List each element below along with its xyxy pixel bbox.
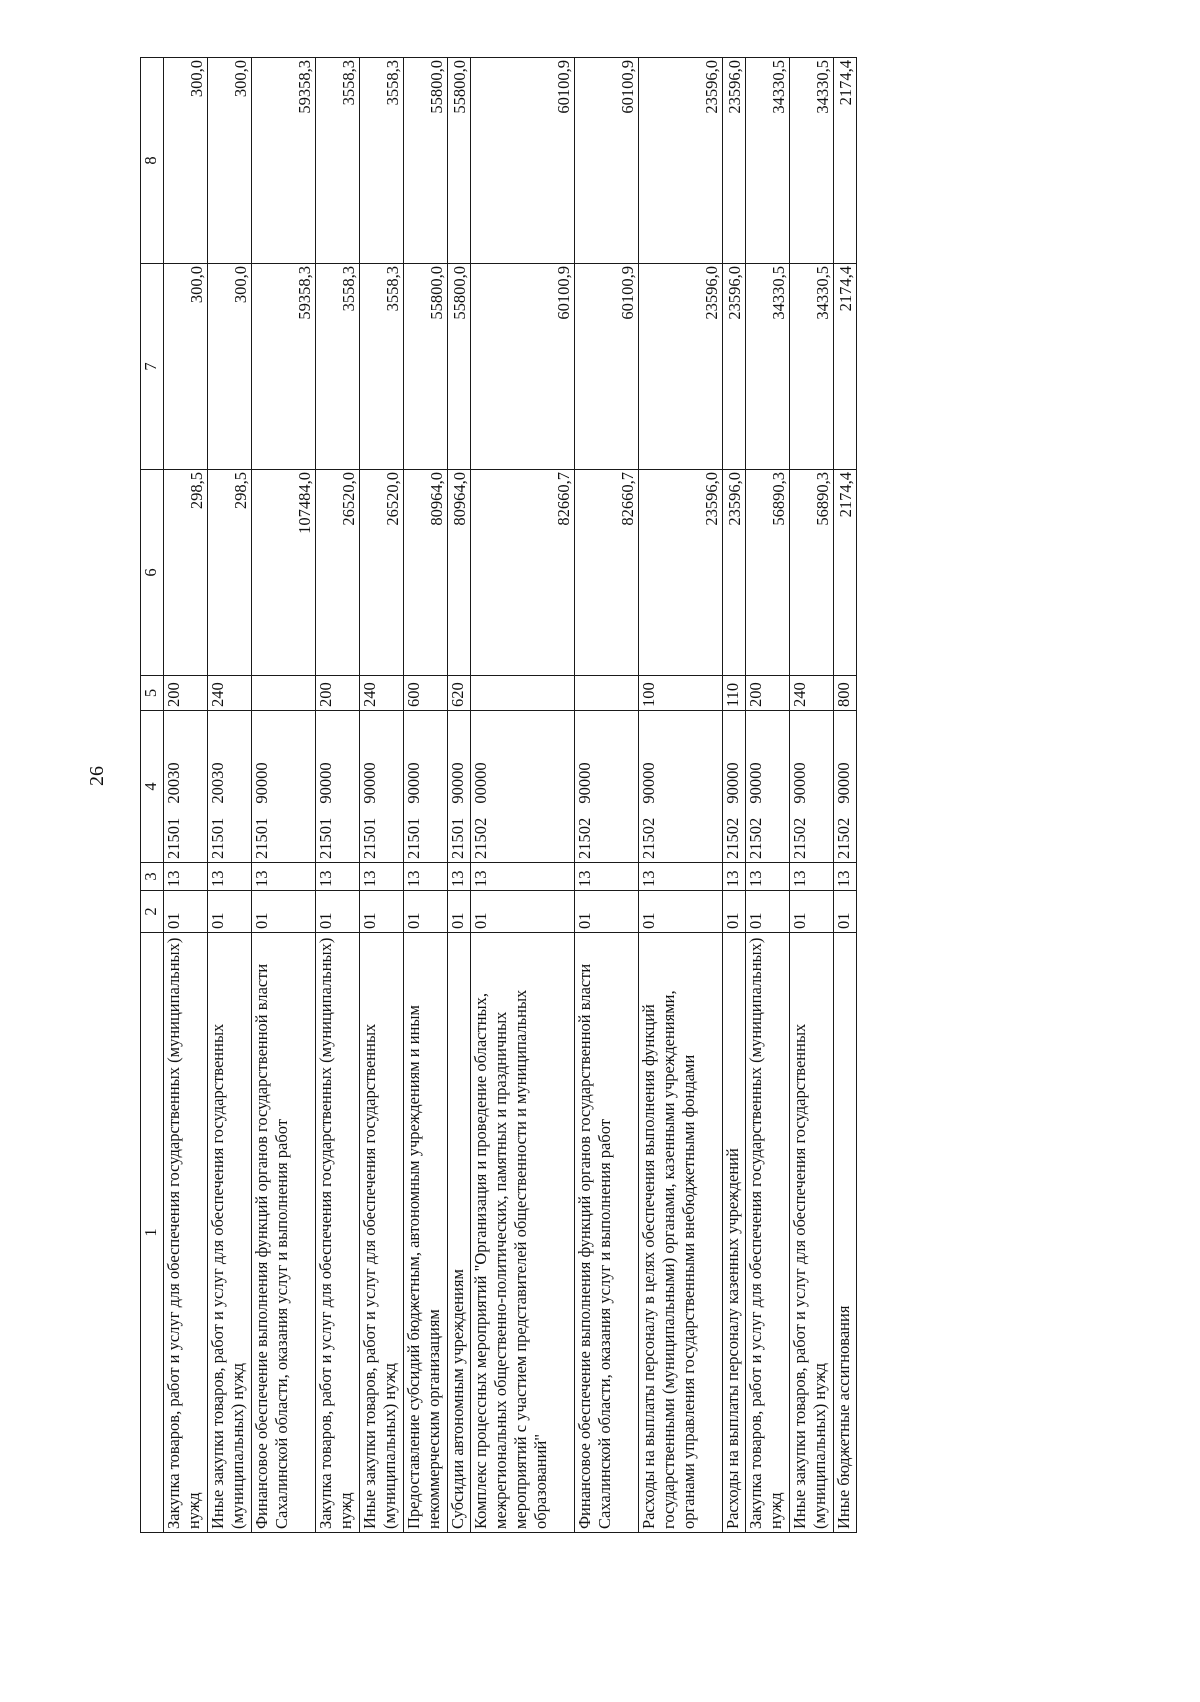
row-expense-type: 600 (404, 676, 448, 711)
row-subsection-code: 13 (790, 863, 834, 891)
row-section-code: 01 (208, 891, 252, 933)
row-value-col8: 3558,3 (316, 58, 360, 264)
row-target-article: 21502 90000 (723, 711, 746, 863)
budget-table (140, 57, 857, 1533)
table-row (471, 58, 575, 1533)
row-value-col8: 34330,5 (746, 58, 790, 264)
row-value-col8: 23596,0 (639, 58, 723, 264)
row-target-article: 21501 20030 (164, 711, 208, 863)
row-value-col7: 3558,3 (360, 264, 404, 470)
row-value-col7: 60100,9 (575, 264, 639, 470)
row-value-col6: 56890,3 (746, 470, 790, 676)
row-target-article: 21501 20030 (208, 711, 252, 863)
row-value-col7: 60100,9 (471, 264, 575, 470)
row-section-code: 01 (448, 891, 471, 933)
row-value-col8: 55800,0 (404, 58, 448, 264)
row-expense-type: 240 (208, 676, 252, 711)
row-name: Финансовое обеспечение выполнения функций органов государственной власти Сахалинской области, оказания услуг и выполнения работ (575, 933, 639, 1533)
row-section-code: 01 (164, 891, 208, 933)
row-name: Финансовое обеспечение выполнения функций органов государственной власти Сахалинской области, оказания услуг и выполнения работ (252, 933, 316, 1533)
row-section-code: 01 (316, 891, 360, 933)
table-row (164, 58, 208, 1533)
row-value-col6: 298,5 (208, 470, 252, 676)
row-subsection-code: 13 (252, 863, 316, 891)
table-row (252, 58, 316, 1533)
row-value-col6: 26520,0 (360, 470, 404, 676)
header-col-5: 5 (141, 676, 164, 711)
row-value-col7: 3558,3 (316, 264, 360, 470)
row-expense-type: 100 (639, 676, 723, 711)
row-name: Расходы на выплаты персоналу в целях обеспечения выполнения функций государственными (муниципальными) органами, казенными учреждениями, органами управления государственными внебюджетными фондами (639, 933, 723, 1533)
row-expense-type: 800 (834, 676, 857, 711)
table-row (404, 58, 448, 1533)
row-value-col8: 300,0 (208, 58, 252, 264)
table-row (316, 58, 360, 1533)
row-target-article: 21501 90000 (252, 711, 316, 863)
row-value-col8: 3558,3 (360, 58, 404, 264)
table-row (790, 58, 834, 1533)
row-value-col8: 55800,0 (448, 58, 471, 264)
row-target-article: 21501 90000 (404, 711, 448, 863)
table-row (448, 58, 471, 1533)
row-subsection-code: 13 (575, 863, 639, 891)
row-value-col7: 23596,0 (639, 264, 723, 470)
row-value-col6: 56890,3 (790, 470, 834, 676)
page-number: 26 (86, 766, 108, 786)
table-row (639, 58, 723, 1533)
header-col-2: 2 (141, 891, 164, 933)
header-col-7: 7 (141, 264, 164, 470)
row-target-article: 21502 90000 (746, 711, 790, 863)
table-row (723, 58, 746, 1533)
row-subsection-code: 13 (723, 863, 746, 891)
row-subsection-code: 13 (639, 863, 723, 891)
row-value-col6: 107484,0 (252, 470, 316, 676)
row-value-col8: 23596,0 (723, 58, 746, 264)
row-subsection-code: 13 (834, 863, 857, 891)
table-row (575, 58, 639, 1533)
row-subsection-code: 13 (448, 863, 471, 891)
row-value-col8: 60100,9 (575, 58, 639, 264)
row-section-code: 01 (639, 891, 723, 933)
row-name: Закупка товаров, работ и услуг для обеспечения государственных (муниципальных) нужд (316, 933, 360, 1533)
row-expense-type: 240 (360, 676, 404, 711)
table-row (360, 58, 404, 1533)
row-value-col7: 300,0 (208, 264, 252, 470)
row-target-article: 21501 90000 (448, 711, 471, 863)
row-value-col7: 34330,5 (790, 264, 834, 470)
row-value-col6: 2174,4 (834, 470, 857, 676)
row-value-col8: 300,0 (164, 58, 208, 264)
header-col-4: 4 (141, 711, 164, 863)
row-expense-type: 200 (164, 676, 208, 711)
row-expense-type: 110 (723, 676, 746, 711)
row-value-col8: 34330,5 (790, 58, 834, 264)
row-value-col6: 80964,0 (448, 470, 471, 676)
row-value-col6: 26520,0 (316, 470, 360, 676)
row-expense-type: 240 (790, 676, 834, 711)
row-target-article: 21502 90000 (834, 711, 857, 863)
row-expense-type (575, 676, 639, 711)
row-value-col7: 34330,5 (746, 264, 790, 470)
row-subsection-code: 13 (316, 863, 360, 891)
row-name: Субсидии автономным учреждениям (448, 933, 471, 1533)
row-name: Расходы на выплаты персоналу казенных учреждений (723, 933, 746, 1533)
table-row (834, 58, 857, 1533)
row-target-article: 21501 90000 (316, 711, 360, 863)
row-value-col6: 23596,0 (639, 470, 723, 676)
row-value-col8: 59358,3 (252, 58, 316, 264)
header-col-6: 6 (141, 470, 164, 676)
table-header-row (141, 58, 164, 1533)
row-value-col8: 2174,4 (834, 58, 857, 264)
row-subsection-code: 13 (360, 863, 404, 891)
header-col-8: 8 (141, 58, 164, 264)
row-name: Закупка товаров, работ и услуг для обеспечения государственных (муниципальных) нужд (746, 933, 790, 1533)
row-section-code: 01 (360, 891, 404, 933)
row-name: Комплекс процессных мероприятий "Организация и проведение областных, межрегиональных общественно-политических, памятных и праздничных мероприятий с участием представителей общественности и муниципальных образований" (471, 933, 575, 1533)
header-col-3: 3 (141, 863, 164, 891)
row-name: Предоставление субсидий бюджетным, автономным учреждениям и иным некоммерческим организациям (404, 933, 448, 1533)
row-subsection-code: 13 (208, 863, 252, 891)
row-name: Иные бюджетные ассигнования (834, 933, 857, 1533)
table-row (746, 58, 790, 1533)
row-expense-type (471, 676, 575, 711)
row-subsection-code: 13 (164, 863, 208, 891)
row-subsection-code: 13 (471, 863, 575, 891)
row-section-code: 01 (471, 891, 575, 933)
row-name: Иные закупки товаров, работ и услуг для обеспечения государственных (муниципальных) нужд (208, 933, 252, 1533)
row-subsection-code: 13 (746, 863, 790, 891)
row-value-col7: 55800,0 (448, 264, 471, 470)
budget-table-container (140, 58, 857, 1533)
row-target-article: 21502 90000 (575, 711, 639, 863)
row-value-col7: 2174,4 (834, 264, 857, 470)
row-expense-type: 620 (448, 676, 471, 711)
row-value-col6: 80964,0 (404, 470, 448, 676)
row-section-code: 01 (404, 891, 448, 933)
row-target-article: 21502 90000 (790, 711, 834, 863)
row-value-col6: 23596,0 (723, 470, 746, 676)
row-section-code: 01 (790, 891, 834, 933)
row-section-code: 01 (723, 891, 746, 933)
row-target-article: 21502 90000 (639, 711, 723, 863)
row-value-col8: 60100,9 (471, 58, 575, 264)
table-row (208, 58, 252, 1533)
row-section-code: 01 (746, 891, 790, 933)
row-value-col6: 298,5 (164, 470, 208, 676)
row-value-col7: 300,0 (164, 264, 208, 470)
row-value-col6: 82660,7 (471, 470, 575, 676)
row-section-code: 01 (834, 891, 857, 933)
row-subsection-code: 13 (404, 863, 448, 891)
row-expense-type (252, 676, 316, 711)
row-value-col6: 82660,7 (575, 470, 639, 676)
row-value-col7: 55800,0 (404, 264, 448, 470)
row-name: Иные закупки товаров, работ и услуг для обеспечения государственных (муниципальных) нужд (360, 933, 404, 1533)
row-expense-type: 200 (316, 676, 360, 711)
row-value-col7: 59358,3 (252, 264, 316, 470)
row-name: Иные закупки товаров, работ и услуг для обеспечения государственных (муниципальных) нужд (790, 933, 834, 1533)
row-value-col7: 23596,0 (723, 264, 746, 470)
row-target-article: 21502 00000 (471, 711, 575, 863)
header-col-1: 1 (141, 933, 164, 1533)
row-expense-type: 200 (746, 676, 790, 711)
row-section-code: 01 (252, 891, 316, 933)
row-target-article: 21501 90000 (360, 711, 404, 863)
row-name: Закупка товаров, работ и услуг для обеспечения государственных (муниципальных) нужд (164, 933, 208, 1533)
row-section-code: 01 (575, 891, 639, 933)
